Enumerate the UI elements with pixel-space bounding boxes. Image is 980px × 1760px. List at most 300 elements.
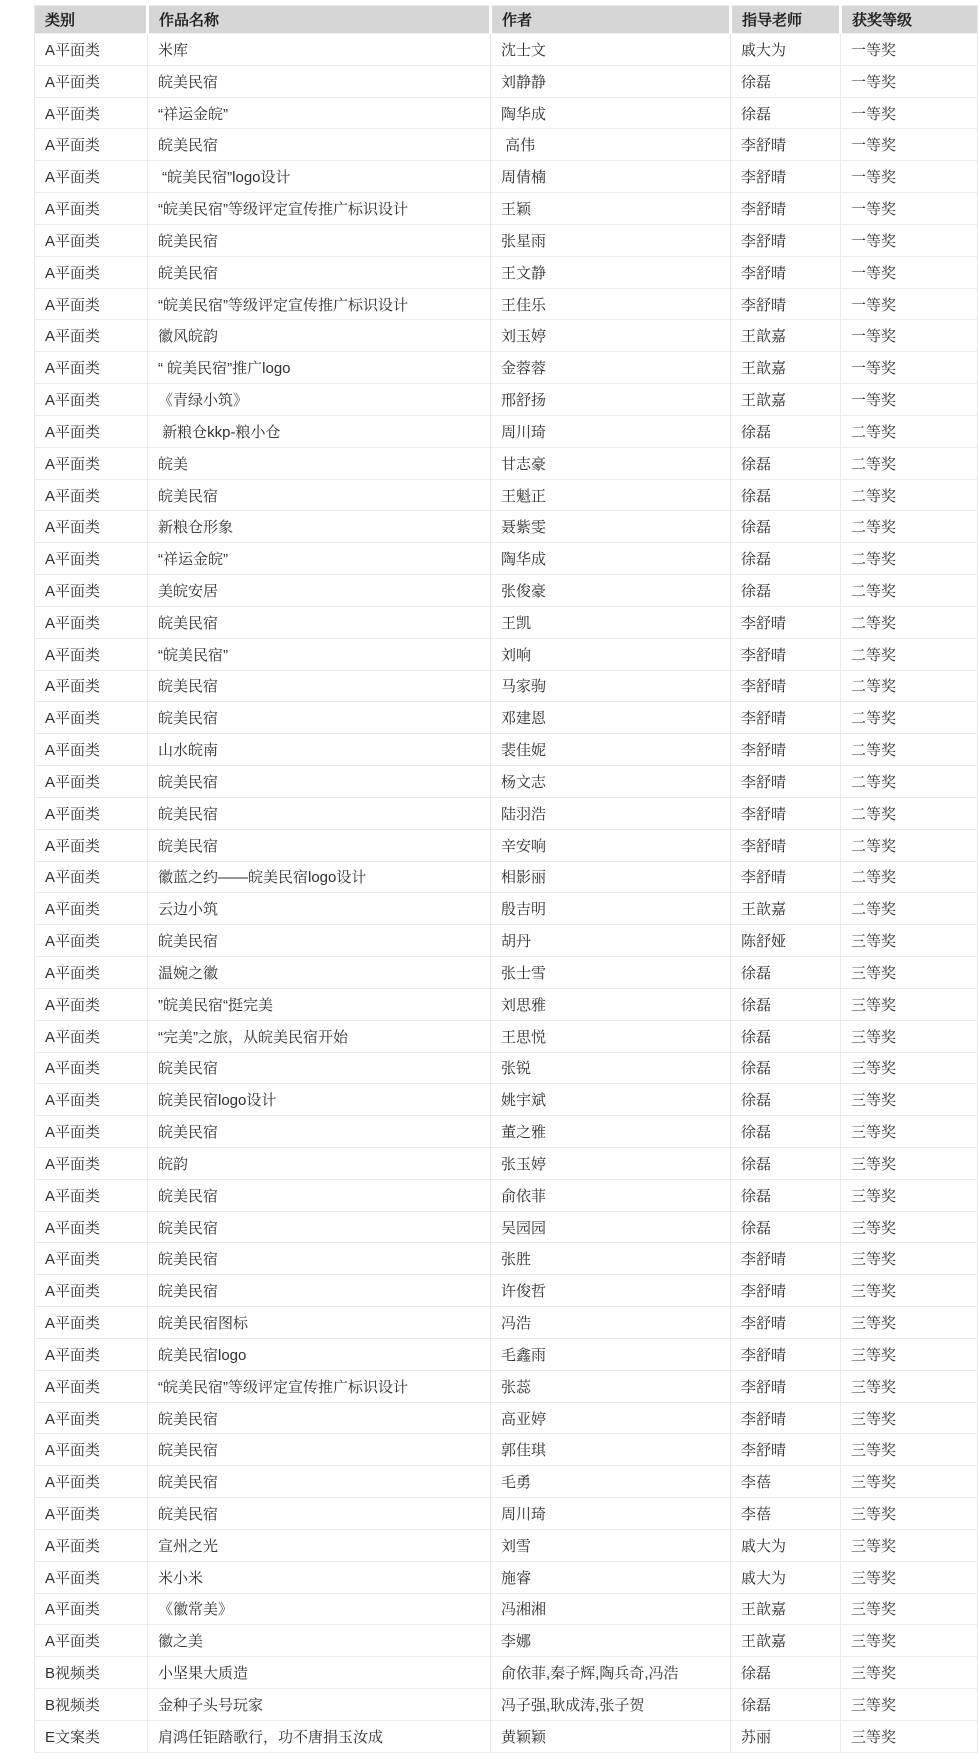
cell-category: A平面类 xyxy=(35,1561,148,1593)
cell-work-title: 皖美民宿图标 xyxy=(148,1307,491,1339)
cell-advisor: 李蓓 xyxy=(731,1498,841,1530)
cell-work-title: “皖美民宿”等级评定宣传推广标识设计 xyxy=(148,193,491,225)
cell-author: 张锐 xyxy=(491,1052,731,1084)
cell-work-title: “皖美民宿”等级评定宣传推广标识设计 xyxy=(148,288,491,320)
table-row xyxy=(35,606,978,638)
cell-category: A平面类 xyxy=(35,638,148,670)
cell-advisor: 李舒晴 xyxy=(731,829,841,861)
cell-award: 一等奖 xyxy=(841,65,978,97)
cell-category: A平面类 xyxy=(35,702,148,734)
cell-work-title: 皖美民宿 xyxy=(148,1116,491,1148)
cell-category: E文案类 xyxy=(35,1720,148,1752)
cell-author: 张星雨 xyxy=(491,224,731,256)
cell-work-title: 皖韵 xyxy=(148,1147,491,1179)
cell-category: A平面类 xyxy=(35,352,148,384)
cell-category: A平面类 xyxy=(35,1529,148,1561)
cell-author: 俞依菲,秦子辉,陶兵奇,冯浩 xyxy=(491,1657,731,1689)
cell-work-title: 皖美民宿 xyxy=(148,129,491,161)
cell-advisor: 李舒晴 xyxy=(731,797,841,829)
cell-advisor: 李舒晴 xyxy=(731,1402,841,1434)
cell-author: 邢舒扬 xyxy=(491,384,731,416)
cell-advisor: 徐磊 xyxy=(731,1052,841,1084)
cell-award: 三等奖 xyxy=(841,988,978,1020)
cell-author: 刘思雅 xyxy=(491,988,731,1020)
cell-category: A平面类 xyxy=(35,384,148,416)
cell-advisor: 李舒晴 xyxy=(731,702,841,734)
table-row xyxy=(35,766,978,798)
table-row xyxy=(35,1020,978,1052)
cell-advisor: 李舒晴 xyxy=(731,1434,841,1466)
cell-category: A平面类 xyxy=(35,447,148,479)
cell-work-title: 皖美民宿 xyxy=(148,829,491,861)
table-row xyxy=(35,957,978,989)
cell-work-title: 皖美民宿 xyxy=(148,670,491,702)
table-row xyxy=(35,65,978,97)
cell-advisor: 王歆嘉 xyxy=(731,1593,841,1625)
table-row xyxy=(35,352,978,384)
cell-author: 冯浩 xyxy=(491,1307,731,1339)
cell-award: 二等奖 xyxy=(841,702,978,734)
cell-category: A平面类 xyxy=(35,1084,148,1116)
cell-work-title: 云边小筑 xyxy=(148,893,491,925)
cell-advisor: 陈舒娅 xyxy=(731,925,841,957)
table-row xyxy=(35,1084,978,1116)
cell-advisor: 徐磊 xyxy=(731,447,841,479)
cell-category: A平面类 xyxy=(35,1434,148,1466)
cell-work-title: 山水皖南 xyxy=(148,734,491,766)
table-row xyxy=(35,829,978,861)
cell-work-title: 皖美民宿 xyxy=(148,224,491,256)
cell-author: 殷吉明 xyxy=(491,893,731,925)
cell-author: 刘响 xyxy=(491,638,731,670)
cell-author: 张俊豪 xyxy=(491,575,731,607)
cell-award: 二等奖 xyxy=(841,734,978,766)
cell-author: 甘志豪 xyxy=(491,447,731,479)
cell-work-title: 皖美民宿logo xyxy=(148,1338,491,1370)
cell-work-title: 皖美民宿 xyxy=(148,479,491,511)
cell-author: 冯子强,耿成涛,张子贺 xyxy=(491,1689,731,1721)
cell-author: 王文静 xyxy=(491,256,731,288)
table-row xyxy=(35,1116,978,1148)
cell-category: A平面类 xyxy=(35,925,148,957)
table-row xyxy=(35,1657,978,1689)
cell-category: A平面类 xyxy=(35,1370,148,1402)
cell-work-title: “皖美民宿”等级评定宣传推广标识设计 xyxy=(148,1370,491,1402)
cell-author: 周川琦 xyxy=(491,415,731,447)
cell-work-title: 新粮仓kkp-粮小仓 xyxy=(148,415,491,447)
cell-award: 二等奖 xyxy=(841,606,978,638)
cell-author: 王佳乐 xyxy=(491,288,731,320)
cell-category: A平面类 xyxy=(35,1593,148,1625)
cell-category: A平面类 xyxy=(35,65,148,97)
cell-award: 三等奖 xyxy=(841,1689,978,1721)
col-header-advisor: 指导老师 xyxy=(731,6,841,34)
cell-award: 二等奖 xyxy=(841,797,978,829)
cell-advisor: 徐磊 xyxy=(731,1689,841,1721)
cell-work-title: “完美”之旅，从皖美民宿开始 xyxy=(148,1020,491,1052)
cell-advisor: 徐磊 xyxy=(731,1020,841,1052)
cell-category: A平面类 xyxy=(35,256,148,288)
cell-award: 一等奖 xyxy=(841,34,978,66)
cell-category: B视频类 xyxy=(35,1689,148,1721)
cell-work-title: 《徽常美》 xyxy=(148,1593,491,1625)
table-row xyxy=(35,734,978,766)
cell-advisor: 徐磊 xyxy=(731,1211,841,1243)
cell-category: B视频类 xyxy=(35,1657,148,1689)
cell-author: 张胜 xyxy=(491,1243,731,1275)
cell-category: A平面类 xyxy=(35,415,148,447)
table-header-row xyxy=(35,6,978,34)
cell-work-title: 皖美民宿 xyxy=(148,766,491,798)
cell-category: A平面类 xyxy=(35,988,148,1020)
cell-work-title: 皖美民宿 xyxy=(148,1466,491,1498)
cell-author: 马家驹 xyxy=(491,670,731,702)
cell-author: 张士雪 xyxy=(491,957,731,989)
cell-award: 三等奖 xyxy=(841,1338,978,1370)
cell-category: A平面类 xyxy=(35,1243,148,1275)
cell-award: 二等奖 xyxy=(841,511,978,543)
cell-award: 二等奖 xyxy=(841,415,978,447)
cell-category: A平面类 xyxy=(35,766,148,798)
cell-award: 二等奖 xyxy=(841,766,978,798)
cell-award: 二等奖 xyxy=(841,575,978,607)
table-row xyxy=(35,638,978,670)
cell-category: A平面类 xyxy=(35,1275,148,1307)
cell-award: 三等奖 xyxy=(841,1720,978,1752)
cell-author: 毛鑫雨 xyxy=(491,1338,731,1370)
cell-work-title: 新粮仓形象 xyxy=(148,511,491,543)
cell-advisor: 王歆嘉 xyxy=(731,384,841,416)
cell-author: 王思悦 xyxy=(491,1020,731,1052)
cell-advisor: 李舒晴 xyxy=(731,766,841,798)
cell-category: A平面类 xyxy=(35,161,148,193)
table-row xyxy=(35,1529,978,1561)
cell-award: 二等奖 xyxy=(841,893,978,925)
cell-award: 三等奖 xyxy=(841,1307,978,1339)
table-row xyxy=(35,224,978,256)
cell-advisor: 李舒晴 xyxy=(731,193,841,225)
cell-category: A平面类 xyxy=(35,1116,148,1148)
table-row xyxy=(35,1434,978,1466)
cell-author: 陆羽浩 xyxy=(491,797,731,829)
cell-advisor: 徐磊 xyxy=(731,479,841,511)
table-row xyxy=(35,797,978,829)
cell-category: A平面类 xyxy=(35,1402,148,1434)
cell-award: 一等奖 xyxy=(841,352,978,384)
table-row xyxy=(35,1052,978,1084)
cell-category: A平面类 xyxy=(35,224,148,256)
cell-award: 一等奖 xyxy=(841,384,978,416)
cell-author: 周倩楠 xyxy=(491,161,731,193)
table-row xyxy=(35,129,978,161)
cell-work-title: 徽蓝之约——皖美民宿logo设计 xyxy=(148,861,491,893)
cell-advisor: 李舒晴 xyxy=(731,638,841,670)
cell-advisor: 李舒晴 xyxy=(731,129,841,161)
cell-work-title: 米库 xyxy=(148,34,491,66)
cell-award: 三等奖 xyxy=(841,1084,978,1116)
cell-work-title: 徽风皖韵 xyxy=(148,320,491,352)
cell-work-title: 皖美民宿 xyxy=(148,702,491,734)
cell-award: 一等奖 xyxy=(841,193,978,225)
cell-award: 三等奖 xyxy=(841,1116,978,1148)
cell-category: A平面类 xyxy=(35,479,148,511)
cell-advisor: 徐磊 xyxy=(731,1147,841,1179)
cell-advisor: 李舒晴 xyxy=(731,288,841,320)
cell-category: A平面类 xyxy=(35,861,148,893)
col-header-award: 获奖等级 xyxy=(841,6,978,34)
table-row xyxy=(35,1147,978,1179)
cell-advisor: 戚大为 xyxy=(731,34,841,66)
cell-author: 王凯 xyxy=(491,606,731,638)
cell-author: 沈士文 xyxy=(491,34,731,66)
cell-author: 董之雅 xyxy=(491,1116,731,1148)
table-row xyxy=(35,479,978,511)
table-row xyxy=(35,1402,978,1434)
awards-table xyxy=(34,5,978,1753)
table-row xyxy=(35,1211,978,1243)
cell-work-title: 皖美民宿 xyxy=(148,1434,491,1466)
cell-category: A平面类 xyxy=(35,511,148,543)
cell-work-title: “皖美民宿”logo设计 xyxy=(148,161,491,193)
cell-award: 三等奖 xyxy=(841,1370,978,1402)
cell-author: 邓建恩 xyxy=(491,702,731,734)
cell-advisor: 李舒晴 xyxy=(731,256,841,288)
cell-author: 高伟 xyxy=(491,129,731,161)
cell-work-title: 皖美民宿 xyxy=(148,797,491,829)
table-row xyxy=(35,1498,978,1530)
table-row xyxy=(35,1307,978,1339)
cell-work-title: 金种子头号玩家 xyxy=(148,1689,491,1721)
cell-author: 刘雪 xyxy=(491,1529,731,1561)
cell-category: A平面类 xyxy=(35,1466,148,1498)
table-row xyxy=(35,1179,978,1211)
cell-author: 吴园园 xyxy=(491,1211,731,1243)
table-row xyxy=(35,415,978,447)
cell-work-title: 皖美民宿 xyxy=(148,1243,491,1275)
cell-work-title: 皖美民宿 xyxy=(148,1498,491,1530)
cell-category: A平面类 xyxy=(35,1179,148,1211)
cell-award: 二等奖 xyxy=(841,479,978,511)
cell-author: 俞依菲 xyxy=(491,1179,731,1211)
cell-category: A平面类 xyxy=(35,734,148,766)
cell-advisor: 徐磊 xyxy=(731,1657,841,1689)
cell-author: 张蕊 xyxy=(491,1370,731,1402)
cell-work-title: 皖美民宿 xyxy=(148,65,491,97)
cell-work-title: 皖美民宿 xyxy=(148,1275,491,1307)
cell-category: A平面类 xyxy=(35,129,148,161)
cell-category: A平面类 xyxy=(35,606,148,638)
cell-category: A平面类 xyxy=(35,893,148,925)
cell-work-title: 《青绿小筑》 xyxy=(148,384,491,416)
awards-table-body xyxy=(35,34,978,1753)
table-row xyxy=(35,861,978,893)
cell-work-title: 皖美民宿 xyxy=(148,925,491,957)
cell-author: 周川琦 xyxy=(491,1498,731,1530)
cell-advisor: 李舒晴 xyxy=(731,734,841,766)
cell-award: 一等奖 xyxy=(841,97,978,129)
cell-advisor: 徐磊 xyxy=(731,511,841,543)
cell-author: 刘静静 xyxy=(491,65,731,97)
cell-award: 三等奖 xyxy=(841,1179,978,1211)
cell-advisor: 徐磊 xyxy=(731,1116,841,1148)
table-row xyxy=(35,575,978,607)
table-row xyxy=(35,670,978,702)
col-header-author: 作者 xyxy=(491,6,731,34)
cell-category: A平面类 xyxy=(35,1052,148,1084)
cell-advisor: 戚大为 xyxy=(731,1529,841,1561)
table-row xyxy=(35,543,978,575)
table-row xyxy=(35,1593,978,1625)
cell-advisor: 徐磊 xyxy=(731,65,841,97)
cell-category: A平面类 xyxy=(35,1211,148,1243)
cell-category: A平面类 xyxy=(35,1498,148,1530)
cell-award: 一等奖 xyxy=(841,256,978,288)
cell-award: 三等奖 xyxy=(841,1020,978,1052)
cell-work-title: 皖美民宿 xyxy=(148,1402,491,1434)
cell-category: A平面类 xyxy=(35,575,148,607)
cell-advisor: 王歆嘉 xyxy=(731,352,841,384)
table-row xyxy=(35,34,978,66)
cell-category: A平面类 xyxy=(35,1625,148,1657)
cell-award: 三等奖 xyxy=(841,1466,978,1498)
cell-advisor: 李舒晴 xyxy=(731,670,841,702)
cell-category: A平面类 xyxy=(35,288,148,320)
cell-author: 张玉婷 xyxy=(491,1147,731,1179)
table-row xyxy=(35,288,978,320)
cell-award: 一等奖 xyxy=(841,320,978,352)
table-row xyxy=(35,1243,978,1275)
cell-work-title: 宣州之光 xyxy=(148,1529,491,1561)
cell-author: 施睿 xyxy=(491,1561,731,1593)
cell-category: A平面类 xyxy=(35,797,148,829)
cell-advisor: 戚大为 xyxy=(731,1561,841,1593)
cell-advisor: 李舒晴 xyxy=(731,1275,841,1307)
cell-category: A平面类 xyxy=(35,320,148,352)
cell-work-title: 皖美民宿 xyxy=(148,1179,491,1211)
cell-award: 三等奖 xyxy=(841,1657,978,1689)
cell-award: 三等奖 xyxy=(841,1625,978,1657)
cell-advisor: 徐磊 xyxy=(731,1179,841,1211)
cell-work-title: 皖美民宿logo设计 xyxy=(148,1084,491,1116)
cell-award: 三等奖 xyxy=(841,1243,978,1275)
cell-award: 三等奖 xyxy=(841,1275,978,1307)
cell-author: 相影丽 xyxy=(491,861,731,893)
cell-award: 一等奖 xyxy=(841,288,978,320)
cell-author: 高亚婷 xyxy=(491,1402,731,1434)
table-row xyxy=(35,320,978,352)
cell-category: A平面类 xyxy=(35,543,148,575)
table-row xyxy=(35,988,978,1020)
cell-work-title: 徽之美 xyxy=(148,1625,491,1657)
cell-author: 辛安响 xyxy=(491,829,731,861)
cell-category: A平面类 xyxy=(35,1307,148,1339)
cell-advisor: 李舒晴 xyxy=(731,1338,841,1370)
cell-author: 胡丹 xyxy=(491,925,731,957)
cell-work-title: “皖美民宿” xyxy=(148,638,491,670)
table-row xyxy=(35,1466,978,1498)
table-row xyxy=(35,1689,978,1721)
cell-award: 一等奖 xyxy=(841,224,978,256)
cell-author: 李娜 xyxy=(491,1625,731,1657)
table-row xyxy=(35,1275,978,1307)
cell-author: 王魁正 xyxy=(491,479,731,511)
cell-author: 金蓉蓉 xyxy=(491,352,731,384)
cell-author: 冯湘湘 xyxy=(491,1593,731,1625)
cell-work-title: “ 皖美民宿”推广logo xyxy=(148,352,491,384)
cell-author: 郭佳琪 xyxy=(491,1434,731,1466)
table-row xyxy=(35,1720,978,1752)
cell-advisor: 徐磊 xyxy=(731,1084,841,1116)
cell-award: 一等奖 xyxy=(841,129,978,161)
cell-award: 二等奖 xyxy=(841,670,978,702)
cell-advisor: 徐磊 xyxy=(731,415,841,447)
table-row xyxy=(35,447,978,479)
table-row xyxy=(35,256,978,288)
cell-category: A平面类 xyxy=(35,829,148,861)
table-row xyxy=(35,702,978,734)
cell-work-title: 皖美民宿 xyxy=(148,606,491,638)
cell-author: 许俊哲 xyxy=(491,1275,731,1307)
cell-author: 姚宇斌 xyxy=(491,1084,731,1116)
cell-author: 聂紫雯 xyxy=(491,511,731,543)
cell-author: 毛勇 xyxy=(491,1466,731,1498)
cell-category: A平面类 xyxy=(35,670,148,702)
cell-work-title: 米小米 xyxy=(148,1561,491,1593)
cell-category: A平面类 xyxy=(35,1147,148,1179)
cell-work-title: “祥运金皖” xyxy=(148,543,491,575)
cell-advisor: 徐磊 xyxy=(731,988,841,1020)
cell-category: A平面类 xyxy=(35,1338,148,1370)
cell-award: 三等奖 xyxy=(841,1593,978,1625)
col-header-category: 类别 xyxy=(35,6,148,34)
table-row xyxy=(35,511,978,543)
table-row xyxy=(35,1561,978,1593)
cell-category: A平面类 xyxy=(35,1020,148,1052)
cell-work-title: 美皖安居 xyxy=(148,575,491,607)
col-header-work-title: 作品名称 xyxy=(148,6,491,34)
cell-author: 刘玉婷 xyxy=(491,320,731,352)
cell-author: 王颖 xyxy=(491,193,731,225)
cell-advisor: 李舒晴 xyxy=(731,606,841,638)
cell-author: 裴佳妮 xyxy=(491,734,731,766)
cell-advisor: 王歆嘉 xyxy=(731,893,841,925)
table-row xyxy=(35,384,978,416)
cell-award: 三等奖 xyxy=(841,1561,978,1593)
cell-award: 三等奖 xyxy=(841,1402,978,1434)
cell-work-title: 小坚果大质造 xyxy=(148,1657,491,1689)
table-row xyxy=(35,893,978,925)
cell-award: 二等奖 xyxy=(841,861,978,893)
cell-award: 三等奖 xyxy=(841,1434,978,1466)
cell-advisor: 苏丽 xyxy=(731,1720,841,1752)
cell-award: 三等奖 xyxy=(841,1052,978,1084)
cell-work-title: 肩鸿任钜踏歌行，功不唐捐玉汝成 xyxy=(148,1720,491,1752)
cell-advisor: 李舒晴 xyxy=(731,1243,841,1275)
cell-category: A平面类 xyxy=(35,957,148,989)
cell-advisor: 李舒晴 xyxy=(731,1307,841,1339)
cell-work-title: 温婉之徽 xyxy=(148,957,491,989)
cell-work-title: 皖美 xyxy=(148,447,491,479)
cell-award: 三等奖 xyxy=(841,925,978,957)
table-row xyxy=(35,1338,978,1370)
cell-work-title: ”皖美民宿“挺完美 xyxy=(148,988,491,1020)
cell-author: 杨文志 xyxy=(491,766,731,798)
cell-work-title: “祥运金皖” xyxy=(148,97,491,129)
table-row xyxy=(35,161,978,193)
cell-category: A平面类 xyxy=(35,34,148,66)
table-row xyxy=(35,97,978,129)
cell-award: 三等奖 xyxy=(841,1147,978,1179)
